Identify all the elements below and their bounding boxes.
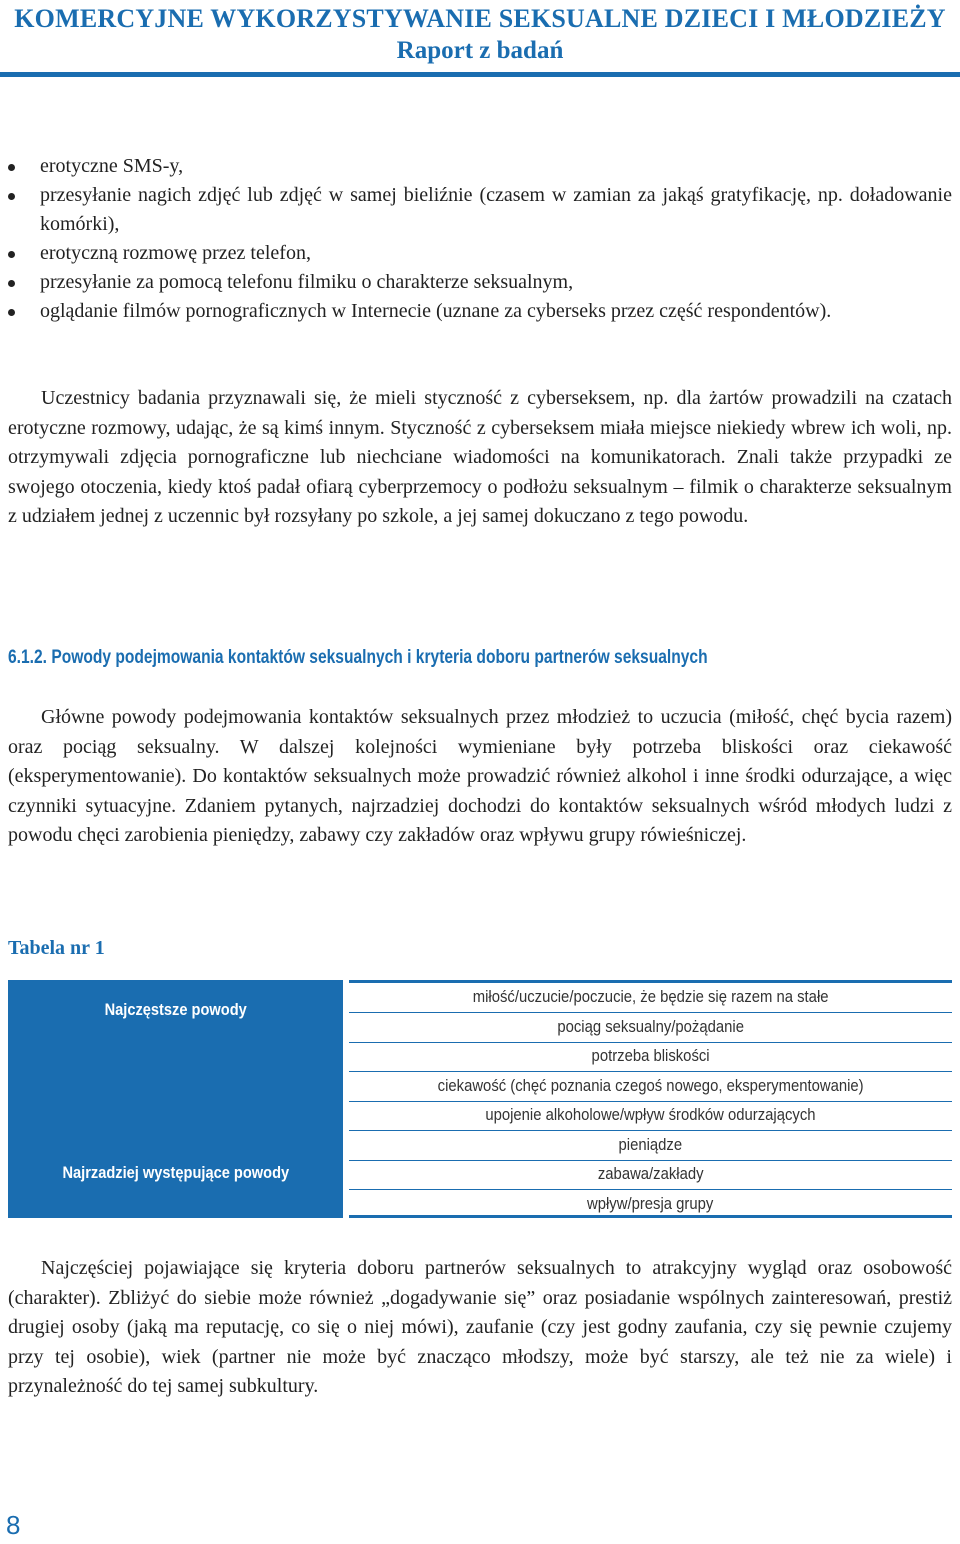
bullet-icon <box>8 164 15 171</box>
table-row: miłość/uczucie/poczucie, że będzie się razem na stałe <box>472 988 829 1006</box>
table-row: pociąg seksualny/pożądanie <box>557 1017 744 1036</box>
paragraph-reasons <box>8 703 952 851</box>
report-subtitle: Raport z badań <box>396 37 564 64</box>
bullet-list <box>8 152 952 326</box>
table-category-column <box>8 980 343 1218</box>
paragraph-cybersex-text: Uczestnicy badania przyznawali się, że mieli styczność z cyberseksem, np. dla żartów prowadzili na czatach erotyczne rozmowy, udając, że są kimś innym. Styczność z cyberseksem miała miejsce niekiedy wbrew ich woli, np. otrzymywali zdjęcia pornograficzne lub niechciane wiadomości na komunikatorach. Znali także przypadki ze swojego otoczenia, kiedy ktoś padał ofiarą cyberprzemocy o podłożu seksualnym – filmik o charakterze seksualnym z udziałem jednej z uczennic był rozsyłany po szkole, a jej samej dokuczano z tego powodu. <box>8 387 952 527</box>
bullet-icon <box>8 309 15 316</box>
page-number: 8 <box>6 1510 21 1540</box>
bullet-icon <box>8 280 15 287</box>
table-row: wpływ/presja grupy <box>587 1194 714 1213</box>
table-row: ciekawość (chęć poznania czegoś nowego, eksperymentowanie) <box>437 1076 864 1095</box>
bullet-text: przesyłanie za pomocą telefonu filmiku o charakterze seksualnym, <box>40 271 574 293</box>
bullet-text: oglądanie filmów pornograficznych w Internecie (uznane za cyberseks przez część respondentów). <box>40 300 832 322</box>
paragraph-criteria <box>8 1254 952 1402</box>
paragraph-cybersex <box>8 384 952 532</box>
bullet-item <box>8 297 952 326</box>
header-divider <box>0 72 960 77</box>
bullet-item <box>8 152 952 181</box>
reasons-table <box>8 980 952 1218</box>
paragraph-reasons-text: Główne powody podejmowania kontaktów seksualnych przez młodzież to uczucia (miłość, chęć bycia razem) oraz pociąg seksualny. W dalszej kolejności wymieniane były potrzeba bliskości oraz ciekawość (eksperymentowanie). Do kontaktów seksualnych może prowadzić również alkohol i inne środki odurzające, a więc czynniki sytuacyjne. Zdaniem pytanych, najrzadziej dochodzi do kontaktów seksualnych wśród młodych ludzi z powodu chęci zarobienia pieniędzy, zabawy czy zakładów oraz wpływu grupy rówieśniczej. <box>8 706 952 846</box>
section-number: 6.1.2. <box>8 647 47 668</box>
table-row: zabawa/zakłady <box>597 1165 704 1183</box>
bullet-text: erotyczne SMS-y, <box>40 155 184 177</box>
bullet-item <box>8 181 952 239</box>
table-row: pieniądze <box>618 1135 683 1154</box>
table-title: Tabela nr 1 <box>8 937 105 959</box>
bullet-icon <box>8 251 15 258</box>
bullet-icon <box>8 193 15 200</box>
bullet-text: erotyczną rozmowę przez telefon, <box>40 242 311 264</box>
label-least-common: Najrzadziej występujące powody <box>62 1163 289 1182</box>
bullet-item <box>8 239 952 268</box>
section-title: Powody podejmowania kontaktów seksualnych i kryteria doboru partnerów seksualnych <box>51 647 708 668</box>
label-most-common: Najczęstsze powody <box>104 1000 247 1019</box>
report-title: KOMERCYJNE WYKORZYSTYWANIE SEKSUALNE DZIECI I MŁODZIEŻY <box>14 4 946 33</box>
paragraph-criteria-text: Najczęściej pojawiające się kryteria doboru partnerów seksualnych to atrakcyjny wygląd oraz osobowość (charakter). Zbliżyć do siebie może również „dogadywanie się” oraz posiadanie wspólnych zainteresowań, prestiż drugiej osoby (jaką ma reputację, co się o niej mówi), zaufanie (czy jest godny zaufania, czy się pewnie czujemy przy tej osobie), wiek (partner nie może być znacząco młodszy, może być starszy, ale też nie za wiele) i przynależność do tej samej subkultury. <box>8 1257 952 1397</box>
bullet-text: przesyłanie nagich zdjęć lub zdjęć w samej bieliźnie (czasem w zamian za jakąś gratyfikację, np. doładowanie komórki), <box>40 184 952 235</box>
section-heading <box>8 647 782 669</box>
bullet-item <box>8 268 952 297</box>
table-reasons-column <box>349 980 952 1218</box>
table-row: upojenie alkoholowe/wpływ środków odurzających <box>485 1106 816 1124</box>
page-header <box>0 0 960 80</box>
table-row: potrzeba bliskości <box>591 1047 710 1065</box>
